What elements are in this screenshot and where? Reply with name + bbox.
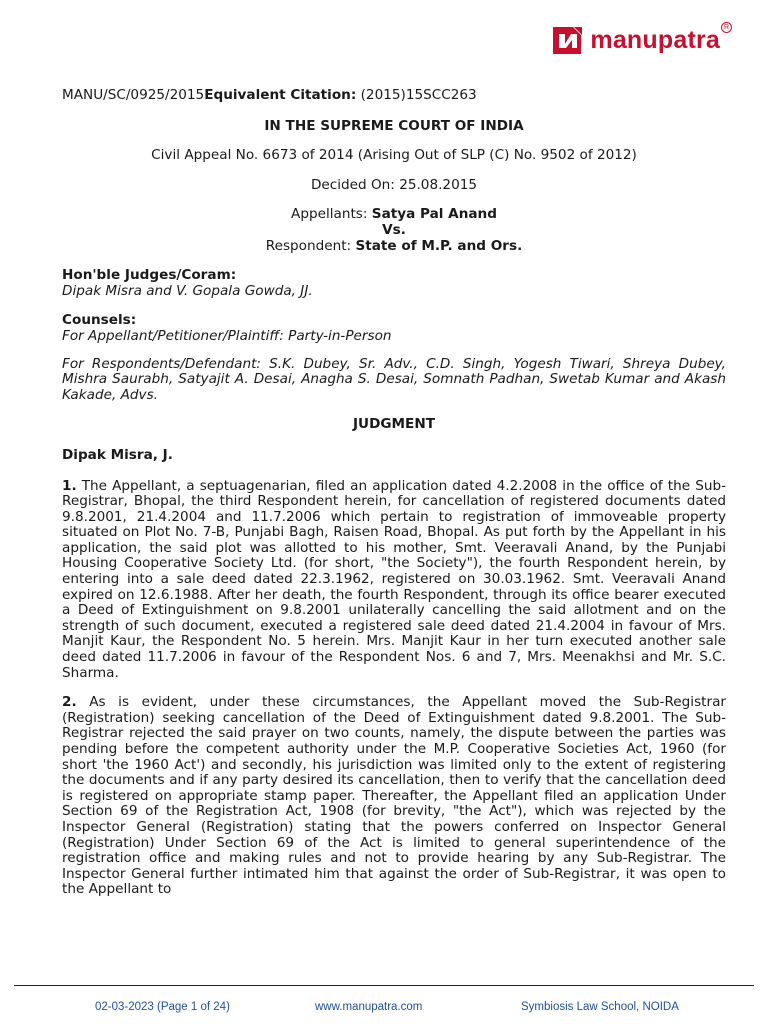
judgment-heading: JUDGMENT xyxy=(352,416,435,433)
footer-website: www.manupatra.com xyxy=(315,1001,423,1013)
counsel-respondents: For Respondents/Defendant: S.K. Dubey, Sr. Adv., C.D. Singh, Yogesh Tiwari, Shreya Dubey, Mishra Saurabh, Satyajit A. Desai, Anagha S. Desai, Somnath Padhan, Swetab Kumar and Akash Kakade, Advs. xyxy=(62,355,726,403)
manupatra-logo xyxy=(552,22,730,58)
counsel-appellant: For Appellant/Petitioner/Plaintiff: Party-in-Person xyxy=(62,327,392,344)
citation-id: MANU/SC/0925/2015 xyxy=(62,87,205,103)
court-name: IN THE SUPREME COURT OF INDIA xyxy=(264,117,524,134)
footer-institution: Symbiosis Law School, NOIDA xyxy=(521,1001,679,1013)
footer-divider xyxy=(14,985,754,986)
respondent-label: Respondent: xyxy=(265,237,356,254)
judgment-author: Dipak Misra, J. xyxy=(62,446,173,463)
citation-line xyxy=(62,88,726,104)
versus: Vs. xyxy=(382,221,406,238)
paragraph-1 xyxy=(62,479,726,682)
footer-date-page: 02-03-2023 (Page 1 of 24) xyxy=(95,1001,230,1013)
respondent-name: State of M.P. and Ors. xyxy=(355,237,523,254)
paragraph-text: The Appellant, a septuagenarian, filed an application dated 4.2.2008 in the office of the Sub-Registrar, Bhopal, the third Respondent herein, for cancellation of registered documents dated 9.8.2001, 21.4.2004 and 11.7.2006 which pertain to registration of immoveable property situated on Plot No. 7-B, Punjabi Bagh, Raisen Road, Bhopal. As put forth by the Appellant in his application, the said plot was allotted to his mother, Smt. Veeravali Anand, by the Punjabi Housing Cooperative Society Ltd. (for short, "the Society"), the fourth Respondent herein, by entering into a sale deed dated 22.3.1962, registered on 30.03.1962. Smt. Veeravali Anand expired on 12.6.1988. After her death, the fourth Respondent, through its office bearer executed a Deed of Extinguishment on 9.8.2001 unilaterally cancelling the said allotment and on the strength of such document, executed a registered sale deed dated 21.4.2004 in favour of Mrs. Manjit Kaur, the Respondent No. 5 herein. Mrs. Manjit Kaur in her turn executed another sale deed dated 11.7.2006 in favour of the Respondent Nos. 6 and 7, Mrs. Meenakhsi and Mr. S.C. Sharma. xyxy=(62,477,726,681)
brand-name: manupatra xyxy=(590,25,720,54)
equivalent-citation-label: Equivalent Citation: xyxy=(204,87,357,103)
appellants-name: Satya Pal Anand xyxy=(371,206,497,223)
appellants-label: Appellants: xyxy=(291,206,372,223)
decided-on: Decided On: 25.08.2015 xyxy=(310,176,478,193)
counsels-heading: Counsels: xyxy=(62,312,137,329)
case-number: Civil Appeal No. 6673 of 2014 (Arising Out of SLP (C) No. 9502 of 2012) xyxy=(151,147,637,164)
registered-mark: R xyxy=(721,22,732,33)
paragraph-number: 1. xyxy=(62,477,77,494)
paragraph-2 xyxy=(62,695,726,898)
document-body xyxy=(62,88,726,898)
paragraph-number: 2. xyxy=(62,694,77,711)
paragraph-text: As is evident, under these circumstances, the Appellant moved the Sub-Registrar (Registration) seeking cancellation of the Deed of Extinguishment dated 9.8.2001. The Sub-Registrar rejected the said prayer on two counts, namely, the dispute between the parties was pending before the competent authority under the M.P. Cooperative Societies Act, 1960 (for short 'the 1960 Act') and secondly, his jurisdiction was limited only to the extent of registering the documents and if any party desired its cancellation, then to verify that the cancellation deed is registered on appropriate stamp paper. Thereafter, the Appellant filed an application Under Section 69 of the Registration Act, 1908 (for brevity, "the Act"), which was rejected by the Inspector General (Registration) stating that the powers conferred on Inspector General (Registration) Under Section 69 of the Act is limited to general superintendence of the registration office and making rules and not to provide hearing by any Sub-Registrar. The Inspector General further intimated him that against the order of Sub-Registrar, it was open to the Appellant to xyxy=(62,694,726,898)
appellants-line xyxy=(62,207,726,223)
page-footer xyxy=(0,1001,768,1017)
equivalent-citation-value: (2015)15SCC263 xyxy=(356,87,477,103)
judges-heading: Hon'ble Judges/Coram: xyxy=(62,267,237,284)
respondent-line xyxy=(62,239,726,255)
judges-names: Dipak Misra and V. Gopala Gowda, JJ. xyxy=(62,282,313,299)
manupatra-logo-icon xyxy=(552,24,584,56)
